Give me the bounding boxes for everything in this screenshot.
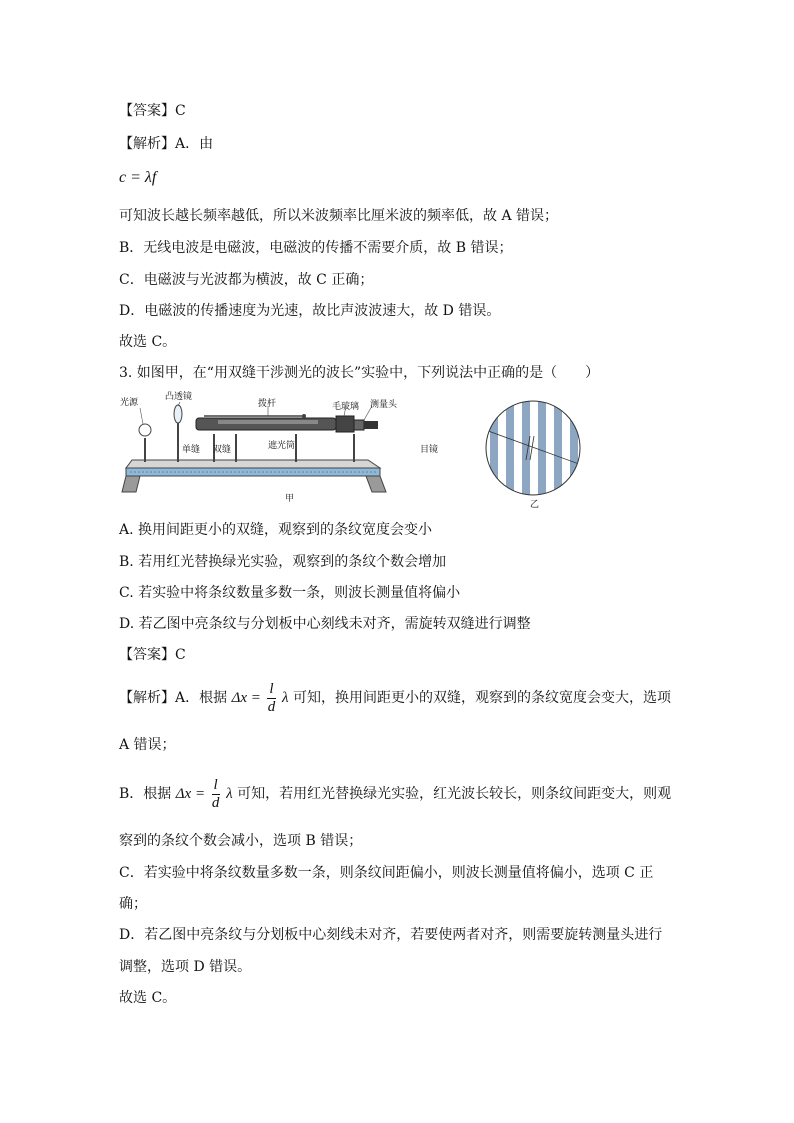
label-rod: 拨杆: [258, 399, 277, 409]
answer-3: 【答案】C: [119, 647, 186, 663]
formula-lambda-2: λ: [226, 786, 233, 802]
label-light-source: 光源: [120, 398, 139, 408]
formula-fraction: [267, 681, 275, 716]
analysis-3-a: [119, 680, 671, 716]
formula-den: d: [267, 698, 276, 715]
analysis-3-c-2: 确；: [119, 896, 147, 912]
analysis-3-d-1: D．若乙图中亮条纹与分划板中心刻线未对齐，若要使两者对齐，则需要旋转测量头进行: [119, 927, 663, 943]
label-glass: 毛玻璃: [332, 402, 360, 412]
analysis-3-c-1: C．若实验中将条纹数量多数一条，则条纹间距偏小，则波长测量值将偏小，选项 C 正: [119, 865, 654, 881]
label-yi: 乙: [530, 500, 540, 510]
analysis-1-a: 可知波长越长频率越低，所以米波频率比厘米波的频率低，故 A 错误；: [119, 208, 559, 224]
formula-dx-lhs-2: Δx =: [175, 786, 206, 802]
formula-fraction-2: [212, 777, 220, 812]
figure-yi-fringes: [480, 398, 590, 502]
option-a: A. 换用间距更小的双缝，观察到的条纹宽度会变小: [119, 522, 433, 538]
formula-c-lambda-f: c = λf: [119, 169, 157, 186]
choice-1: 故选 C。: [119, 334, 177, 350]
analysis-1-b: B．无线电波是电磁波，电磁波的传播不需要介质，故 B 错误；: [119, 240, 513, 256]
label-jia: 甲: [285, 494, 295, 504]
question-3: 3. 如图甲，在“用双缝干涉测光的波长”实验中，下列说法中正确的是（ ）: [119, 365, 600, 381]
label-measure-head: 测量头: [370, 400, 398, 410]
analysis-3-d-2: 调整，选项 D 错误。: [119, 959, 252, 975]
label-single-slit: 单缝: [182, 445, 201, 455]
analysis-1-intro: 【解析】A．由: [119, 136, 214, 152]
formula-lambda: λ: [282, 690, 289, 706]
analysis-3-a-cont: A 错误；: [119, 737, 176, 753]
formula-dx-lhs: Δx =: [231, 690, 261, 706]
analysis-3-b-cont: 察到的条纹个数会减小，选项 B 错误；: [119, 833, 363, 849]
analysis-3-b-suffix: 可知，若用红光替换绿光实验，红光波长较长，则条纹间距变大，则观: [237, 786, 672, 802]
choice-3: 故选 C。: [119, 990, 177, 1006]
formula-num-2: l: [213, 776, 218, 793]
answer-1: 【答案】C: [119, 103, 186, 119]
analysis-3-b-prefix: B．根据: [119, 786, 172, 802]
label-tube: 遮光筒: [268, 441, 296, 451]
analysis-3-a-suffix: 可知，换用间距更小的双缝，观察到的条纹宽度会变大，选项: [292, 690, 671, 706]
option-b: B. 若用红光替换绿光实验，观察到的条纹个数会增加: [119, 554, 447, 570]
analysis-1-d: D．电磁波的传播速度为光速，故比声波波速大，故 D 错误。: [119, 303, 501, 319]
label-eyepiece: 目镜: [420, 445, 439, 455]
formula-num: l: [269, 680, 274, 697]
option-c: C. 若实验中将条纹数量多数一条，则波长测量值将偏小: [119, 585, 461, 601]
formula-den-2: d: [211, 794, 220, 811]
analysis-3-a-prefix: 【解析】A．根据: [119, 690, 228, 706]
option-d: D. 若乙图中亮条纹与分划板中心刻线未对齐，需旋转双缝进行调整: [119, 616, 531, 632]
label-double-slit: 双缝: [213, 445, 232, 455]
analysis-1-c: C．电磁波与光波都为横波，故 C 正确；: [119, 272, 374, 288]
analysis-3-b: [119, 776, 671, 812]
label-lens: 凸透镜: [165, 392, 193, 402]
